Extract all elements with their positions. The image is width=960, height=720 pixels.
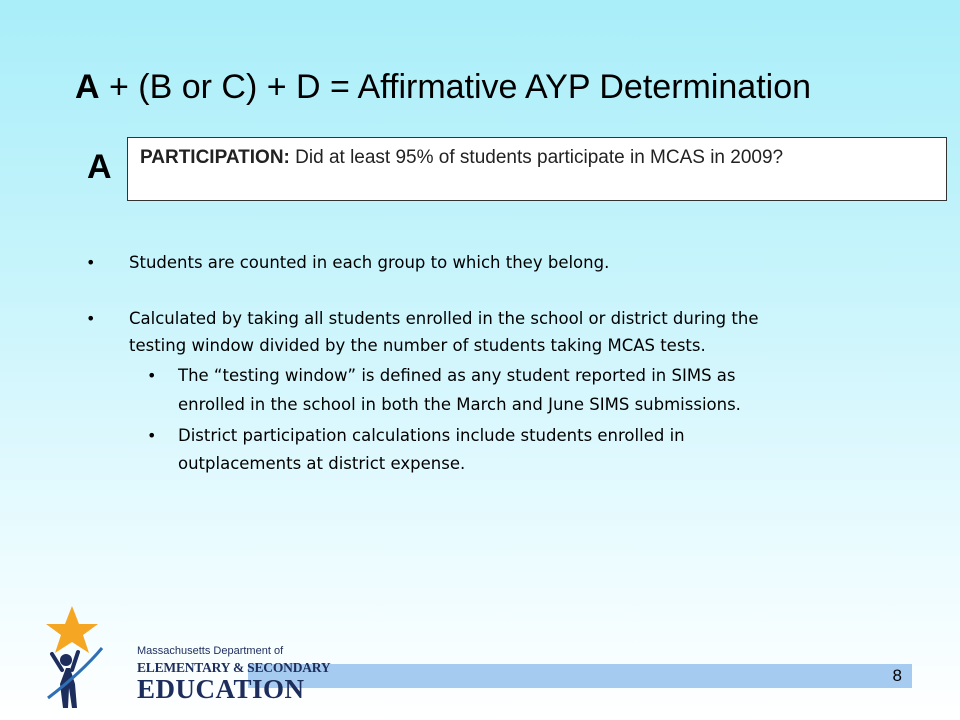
slide-title [75, 68, 811, 107]
logo-line-1: Massachusetts Department of [137, 645, 284, 657]
participation-label: PARTICIPATION: [140, 147, 290, 168]
dese-logo [42, 602, 331, 712]
sub-bullet-1-line-1: The “testing window” is defined as any student reported in SIMS as [178, 366, 736, 385]
bullet-1: Students are counted in each group to which they belong. [129, 253, 610, 272]
bullet-dot: • [86, 253, 96, 272]
bullet-2-line-1: Calculated by taking all students enrolled in the school or district during the [129, 309, 759, 328]
participation-box [127, 137, 947, 201]
logo-line-3: EDUCATION [137, 674, 305, 704]
title-bold-part: A [75, 68, 100, 106]
sub-bullet-dot: • [147, 366, 157, 385]
sub-bullet-1-line-2: enrolled in the school in both the March and June SIMS submissions. [178, 395, 741, 414]
footer-bar [248, 664, 912, 688]
sub-bullet-2-line-1: District participation calculations include students enrolled in [178, 426, 685, 445]
section-letter: A [87, 148, 112, 186]
bullet-2-line-2: testing window divided by the number of students taking MCAS tests. [129, 336, 706, 355]
title-rest: + (B or C) + D = Affirmative AYP Determination [99, 68, 812, 106]
sub-bullet-2-line-2: outplacements at district expense. [178, 454, 466, 473]
bullet-dot: • [86, 309, 96, 328]
logo-line-2: ELEMENTARY & SECONDARY [137, 660, 331, 675]
page-number: 8 [892, 666, 902, 685]
sub-bullet-dot: • [147, 426, 157, 445]
participation-text: Did at least 95% of students participate in MCAS in 2009? [289, 147, 784, 168]
